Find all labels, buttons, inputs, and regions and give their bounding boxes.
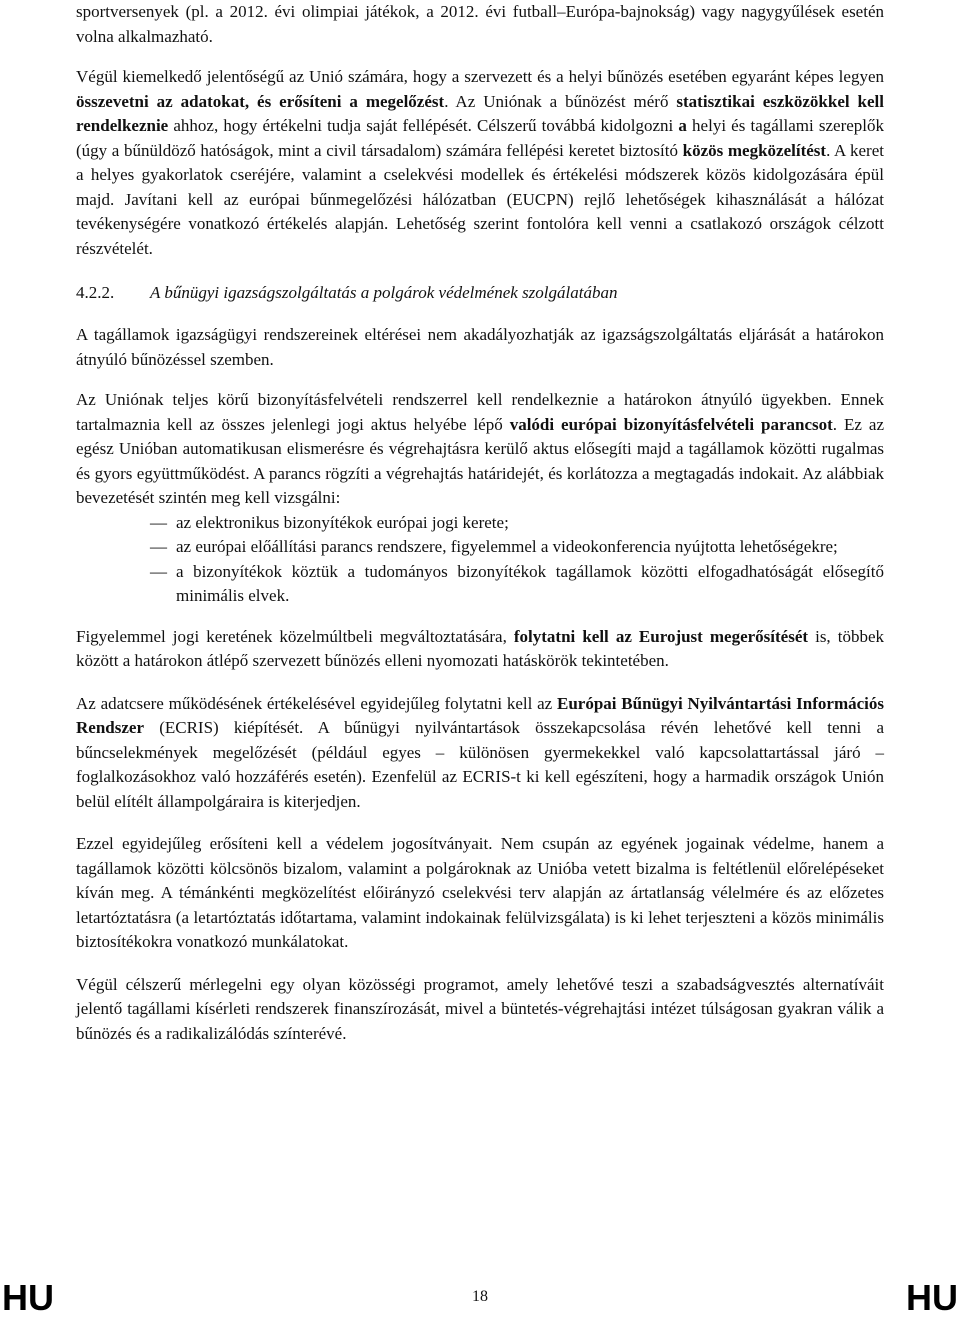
- text-run: ahhoz, hogy értékelni tudja saját fellépését. Célszerű továbbá kidolgozni: [168, 116, 679, 135]
- bold-text: Európai Bűnügyi Nyilvántartási Információs Rendszer: [76, 693, 884, 737]
- paragraph: [76, 973, 884, 1047]
- text-run: Végül célszerű mérlegelni egy olyan közösségi programot, amely lehetővé teszi a szabadságvesztés alternatíváit jelentő tagállami kísérleti rendszerek finanszírozását, mivel a büntetés-végrehajtási intézet túlságosan gyakran válik a bűnözés és a radikalizálódás színterévé.: [76, 974, 884, 1043]
- paragraph: [76, 65, 884, 261]
- section-number: 4.2.2.: [76, 283, 115, 302]
- list-item: — az elektronikus bizonyítékok európai jogi kerete;: [76, 511, 884, 536]
- bold-text: valódi európai bizonyításfelvételi parancsot: [509, 414, 833, 434]
- bold-text: statisztikai eszközökkel kell rendelkeznie: [76, 91, 884, 135]
- text-run: Az adatcsere működésének értékelésével egyidejűleg folytatni kell az: [76, 693, 557, 713]
- paragraph: [76, 388, 884, 511]
- text-run: Ezzel egyidejűleg erősíteni kell a védelem jogosítványait. Nem csupán az egyének jogainak védelme, hanem a tagállamok közötti kölcsönös bizalom, valamint a polgároknak az Unióba vetett bizalma is feltétlenül előrelépéseket kíván meg. A témánkénti megközelítést előirányzó cselekvési terv alapján az ártatlanság vélelmére és az előzetes letartóztatásra (a letartóztatás időtartama, valamint indokainak felülvizsgálata) is ki lehet terjeszteni a közös minimális biztosítékokra vonatkozó munkálatokat.: [76, 834, 884, 951]
- text-run: A tagállamok igazságügyi rendszereinek eltérései nem akadályozhatják az igazságszolgáltatás eljárását a határokon átnyúló bűnözéssel szemben.: [76, 325, 884, 369]
- text-run: . A keret a helyes gyakorlatok cseréjére, valamint a cselekvési modellek és értékelési módszerek közös kidolgozására épül majd. Javítani kell az európai bűnmegelőzési hálózatban (EUCPN) rejlő lehetőségek kihasználását a hálózat tevékenységére vonatkozó értékelés alapján. Lehetőség szerint fontolóra kell venni a csatlakozó országok célzott részvételét.: [76, 140, 884, 258]
- text-run: Figyelemmel jogi keretének közelmúltbeli megváltoztatására,: [76, 626, 514, 646]
- text-run: (ECRIS) kiépítését. A bűnügyi nyilvántartások összekapcsolása révén lehetővé kell tenni a bűncselekmények megelőzését (például egyes – különösen gyermekekkel való kapcsolattartással járó – foglalkozásokhoz való hozzáférés esetén). Ezenfelül az ECRIS-t ki kell egészíteni, hogy a harmadik országok Unión belül elítélt állampolgáraira is kiterjedjen.: [76, 718, 884, 811]
- text-run: sportversenyek (pl. a 2012. évi olimpiai játékok, a 2012. évi futball–Európa-bajnokság) vagy nagygyűlések esetén volna alkalmazható.: [76, 2, 884, 46]
- section-heading: [76, 281, 884, 305]
- list-item: — a bizonyítékok köztük a tudományos bizonyítékok tagállamok közötti elfogadhatóságát elősegítő minimális elvek.: [76, 560, 884, 609]
- paragraph: [76, 0, 884, 49]
- paragraph: [76, 832, 884, 955]
- language-code-right: HU: [906, 1277, 958, 1318]
- text-run: helyi és tagállami szereplők (úgy a bűnüldöző hatóságok, mint a civil társadalom) számára fellépési keretet biztosító: [76, 116, 884, 160]
- text-run: Végül kiemelkedő jelentőségű az Unió számára, hogy a szervezett és a helyi bűnözés esetében egyaránt képes legyen: [76, 67, 884, 86]
- paragraph: [76, 625, 884, 674]
- language-code-left: HU: [2, 1277, 54, 1318]
- document-page: [76, 0, 884, 1046]
- section-title: A bűnügyi igazságszolgáltatás a polgárok védelmének szolgálatában: [150, 283, 618, 302]
- list-item: — az európai előállítási parancs rendszere, figyelemmel a videokonferencia nyújtotta lehetőségekre;: [76, 535, 884, 560]
- text-run: Az Uniónak teljes körű bizonyításfelvételi rendszerrel kell rendelkeznie a határokon átnyúló ügyekben. Ennek tartalmaznia kell az összes jelenlegi jogi aktus helyébe lépő: [76, 390, 884, 434]
- bold-text: folytatni kell az Eurojust megerősítését: [513, 626, 809, 646]
- text-run: . Az Uniónak a bűnözést mérő: [444, 91, 677, 111]
- text-run: is, többek között a határokon átlépő szervezett bűnözés elleni nyomozati hatáskörök tekintetében.: [76, 626, 884, 670]
- bold-text: összevetni az adatokat, és erősíteni a megelőzést: [76, 91, 445, 111]
- page-number: 18: [472, 1288, 488, 1305]
- paragraph: [76, 323, 884, 372]
- bold-text: a: [678, 116, 687, 135]
- text-run: . Ez az egész Unióban automatikusan elismerésre és végrehajtásra kerülő aktus elősegíti majd a tagállamok közötti rugalmas és gyors együttműködést. A parancs rögzíti a végrehajtás határidejét, és korlátozza a megtagadás indokait. Az alábbiak bevezetését szintén meg kell vizsgálni:: [76, 414, 884, 507]
- bold-text: közös megközelítést: [682, 140, 827, 160]
- dash-list: [76, 511, 884, 609]
- paragraph: [76, 692, 884, 815]
